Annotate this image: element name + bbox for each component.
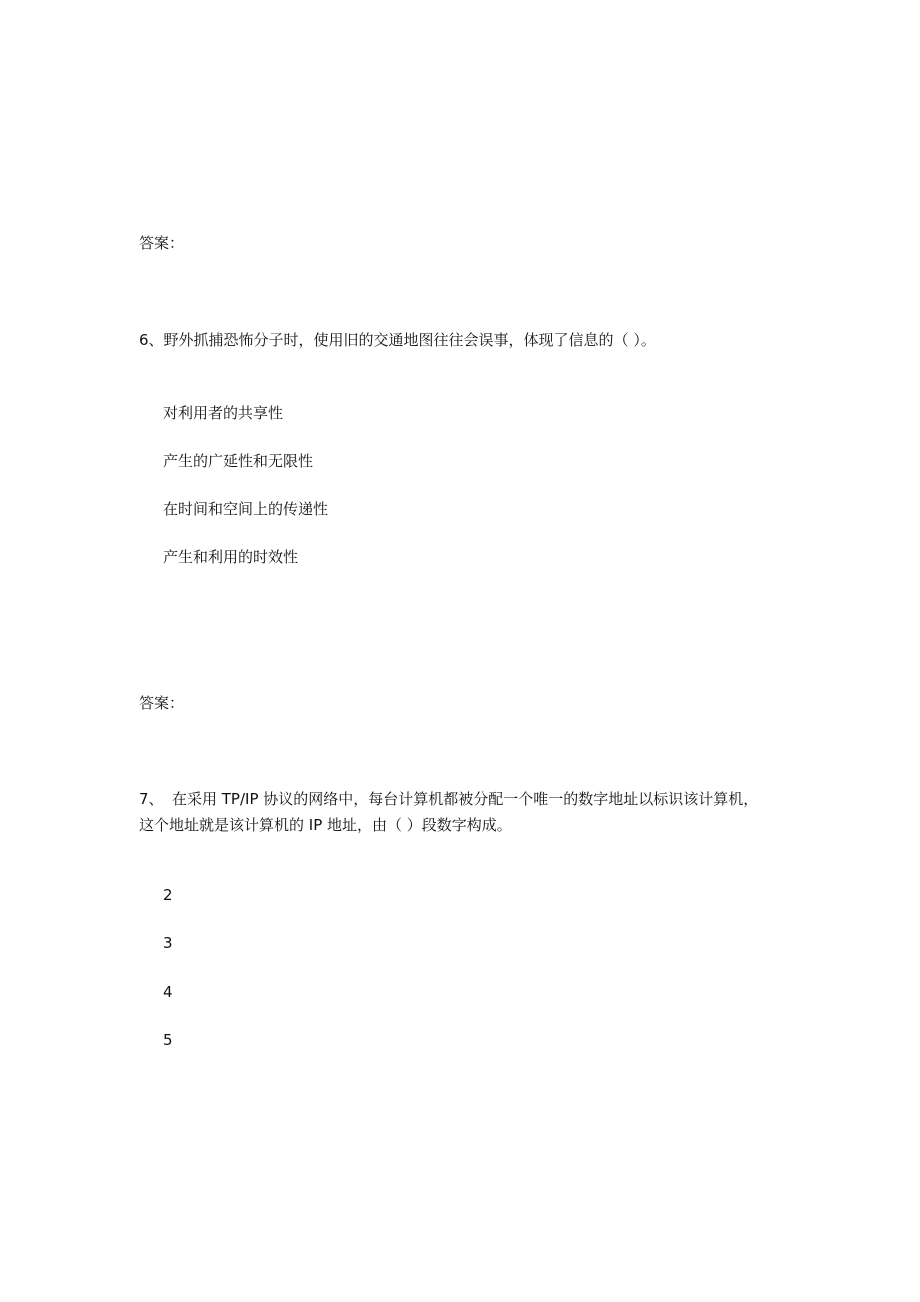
question-6-option-1: 对利用者的共享性 — [163, 404, 284, 422]
question-6-option-3: 在时间和空间上的传递性 — [163, 500, 329, 518]
question-7-option-3: 4 — [163, 983, 173, 1001]
question-7-text-line-1: 在采用 TP/IP 协议的网络中，每台计算机都被分配一个唯一的数字地址以标识该计算机， — [172, 790, 759, 808]
question-7-option-4: 5 — [163, 1031, 173, 1049]
answer-label: 答案： — [139, 234, 185, 252]
answer-label: 答案： — [139, 694, 185, 712]
question-6-option-2: 产生的广延性和无限性 — [163, 452, 314, 470]
question-7-number: 7、 — [139, 790, 164, 808]
question-6-text: 6、野外抓捕恐怖分子时，使用旧的交通地图往往会误事，体现了信息的（ ）。 — [139, 331, 656, 349]
question-7-text-line-2: 这个地址就是该计算机的 IP 地址，由（ ）段数字构成。 — [139, 816, 512, 834]
question-6-option-4: 产生和利用的时效性 — [163, 548, 299, 566]
question-7-option-1: 2 — [163, 886, 173, 904]
question-7-option-2: 3 — [163, 934, 173, 952]
